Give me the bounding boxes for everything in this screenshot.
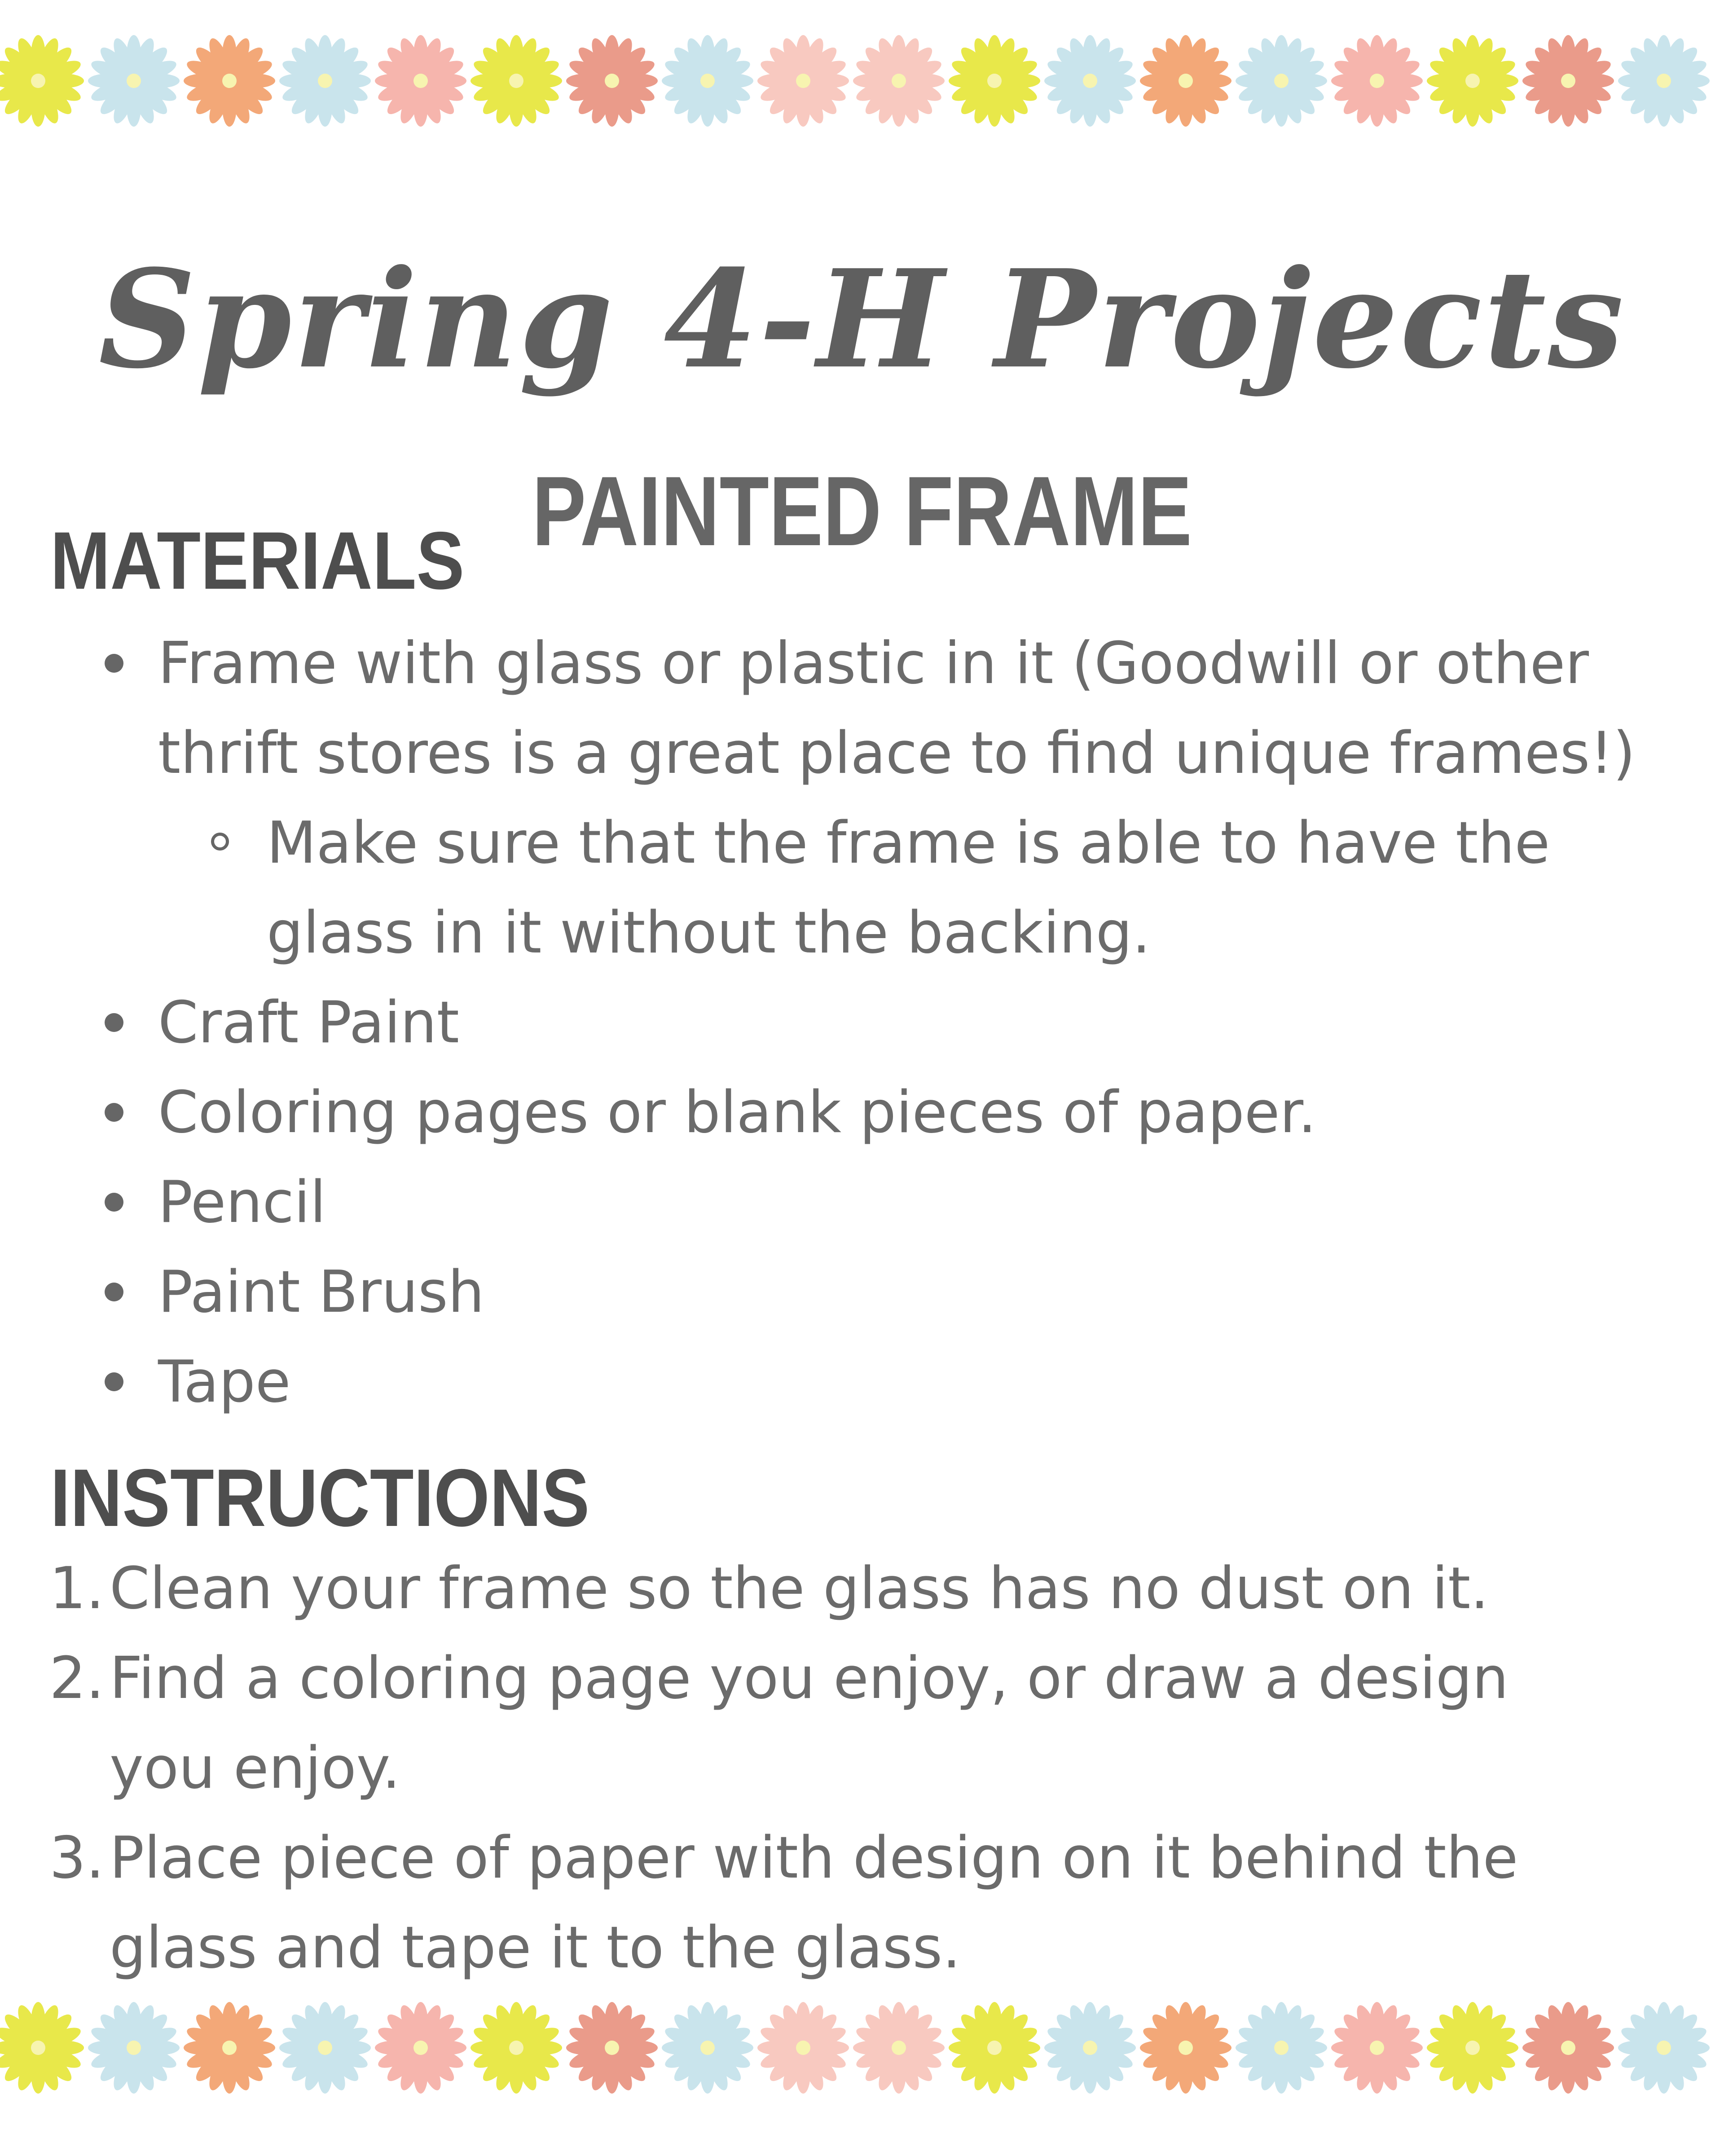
daisy-flower-icon: [184, 2002, 275, 2094]
daisy-flower-icon: [757, 2002, 849, 2094]
daisy-flower-icon: [1140, 35, 1231, 127]
list-item: [0, 1248, 1724, 1337]
bullet-icon: [105, 1103, 123, 1122]
step-number: 3.: [49, 1825, 105, 1891]
top-flower-border: [0, 31, 1724, 130]
list-item: [0, 619, 1724, 798]
daisy-flower-icon: [279, 35, 371, 127]
daisy-flower-icon: [0, 2002, 84, 2094]
daisy-flower-icon: [662, 2002, 753, 2094]
daisy-flower-icon: [1140, 2002, 1231, 2094]
bullet-icon: [105, 654, 123, 673]
step-text: you enjoy.: [110, 1735, 400, 1802]
daisy-flower-icon: [184, 35, 275, 127]
daisy-flower-icon: [949, 2002, 1040, 2094]
daisy-flower-icon: [1427, 2002, 1518, 2094]
daisy-flower-icon: [375, 35, 466, 127]
daisy-flower-icon: [1044, 2002, 1136, 2094]
instructions-heading: INSTRUCTIONS: [50, 1452, 590, 1543]
daisy-flower-icon: [1618, 2002, 1710, 2094]
daisy-flower-icon: [757, 35, 849, 127]
instruction-step: [0, 1634, 1724, 1813]
hollow-bullet-icon: [211, 833, 229, 851]
daisy-flower-icon: [471, 2002, 562, 2094]
daisy-flower-icon: [566, 2002, 658, 2094]
daisy-flower-icon: [471, 35, 562, 127]
daisy-flower-icon: [1331, 35, 1423, 127]
bullet-icon: [105, 1372, 123, 1391]
list-item: [0, 978, 1724, 1068]
bullet-icon: [105, 1283, 123, 1301]
list-item-text: Coloring pages or blank pieces of paper.: [158, 1079, 1317, 1146]
step-text: Clean your frame so the glass has no dust on it.: [110, 1555, 1489, 1622]
step-text: glass and tape it to the glass.: [110, 1914, 961, 1981]
daisy-flower-icon: [853, 35, 945, 127]
bullet-icon: [105, 1013, 123, 1032]
page-title: Spring 4-H Projects: [98, 240, 1626, 398]
daisy-flower-icon: [279, 2002, 371, 2094]
daisy-flower-icon: [88, 2002, 180, 2094]
step-text: Place piece of paper with design on it behind the: [110, 1825, 1518, 1891]
list-item-text: Make sure that the frame is able to have the: [267, 810, 1550, 877]
daisy-flower-icon: [949, 35, 1040, 127]
daisy-flower-icon: [853, 2002, 945, 2094]
list-item-text: thrift stores is a great place to find unique frames!): [158, 720, 1636, 787]
step-number: 2.: [49, 1645, 105, 1712]
daisy-flower-icon: [1044, 35, 1136, 127]
daisy-flower-icon: [88, 35, 180, 127]
list-item-text: Paint Brush: [158, 1259, 484, 1326]
daisy-flower-icon: [1236, 35, 1327, 127]
instruction-step: [0, 1813, 1724, 1993]
bullet-icon: [105, 1193, 123, 1212]
materials-heading: MATERIALS: [50, 515, 465, 606]
materials-list: [0, 619, 1724, 1427]
sub-list-item: [0, 798, 1724, 978]
list-item: [0, 1337, 1724, 1427]
list-item-text: Frame with glass or plastic in it (Goodwill or other: [158, 630, 1589, 697]
bottom-flower-border: [0, 1998, 1724, 2097]
list-item-text: glass in it without the backing.: [267, 899, 1151, 966]
daisy-flower-icon: [1618, 35, 1710, 127]
page-subtitle: PAINTED FRAME: [532, 455, 1192, 566]
daisy-flower-icon: [375, 2002, 466, 2094]
daisy-flower-icon: [1522, 2002, 1614, 2094]
step-text: Find a coloring page you enjoy, or draw a design: [110, 1645, 1509, 1712]
instruction-step: [0, 1544, 1724, 1634]
daisy-flower-icon: [1331, 2002, 1423, 2094]
list-item-text: Tape: [158, 1349, 291, 1415]
daisy-flower-icon: [1427, 35, 1518, 127]
step-number: 1.: [49, 1555, 105, 1622]
daisy-flower-icon: [566, 35, 658, 127]
list-item-text: Pencil: [158, 1169, 326, 1236]
list-item: [0, 1068, 1724, 1158]
daisy-flower-icon: [1236, 2002, 1327, 2094]
daisy-flower-icon: [662, 35, 753, 127]
list-item: [0, 1158, 1724, 1248]
daisy-flower-icon: [1522, 35, 1614, 127]
list-item-text: Craft Paint: [158, 989, 459, 1056]
daisy-flower-icon: [0, 35, 84, 127]
instructions-list: [0, 1544, 1724, 1993]
